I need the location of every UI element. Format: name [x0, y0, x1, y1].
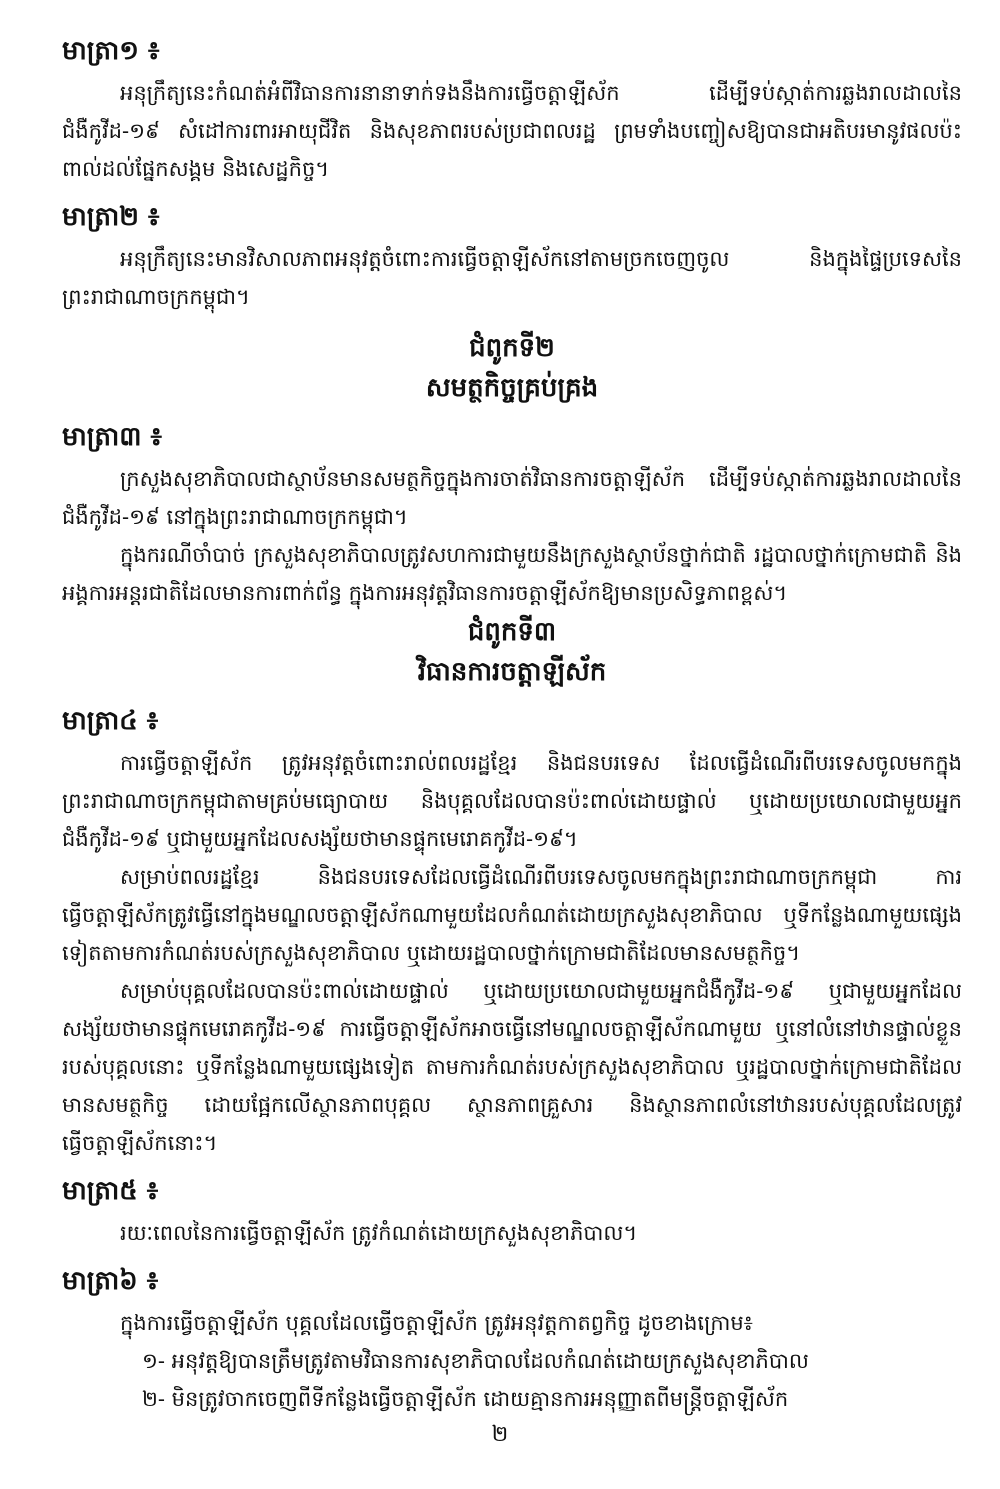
article-5: [62, 1174, 962, 1252]
article-1-paragraph-1: អនុក្រឹត្យនេះកំណត់អំពីវិធានការនានាទាក់ទងនឹងការធ្វើចត្តាឡីស័ក ដើម្បីទប់ស្កាត់ការឆ្លងរាលដាលនៃជំងឺកូវីដ-១៩ សំដៅការពារអាយុជីវិត និងសុខភាពរបស់ប្រជាពលរដ្ឋ ព្រមទាំងបញ្ចៀសឱ្យបានជាអតិបរមានូវផលប៉ះពាល់ដល់ផ្នែកសង្គម និងសេដ្ឋកិច្ច។: [62, 81, 962, 181]
article-4-paragraph-3: សម្រាប់បុគ្គលដែលបានប៉ះពាល់ដោយផ្ទាល់ ឬដោយប្រយោលជាមួយអ្នកជំងឺកូវីដ-១៩ ឬជាមួយអ្នកដែលសង្ស័យថាមានផ្ទុកមេរោគកូវីដ-១៩ ការធ្វើចត្តាឡីស័កអាចធ្វើនៅមណ្ឌលចត្តាឡីស័កណាមួយ ឬនៅលំនៅឋានផ្ទាល់ខ្លួនរបស់បុគ្គលនោះ ឬទីកន្លែងណាមួយផ្សេងទៀត តាមការកំណត់របស់ក្រសួងសុខាភិបាល ឬរដ្ឋបាលថ្នាក់ក្រោមជាតិដែលមានសមត្ថកិច្ច ដោយផ្អែកលើស្ថានភាពបុគ្គល ស្ថានភាពគ្រួសារ និងស្ថានភាពលំនៅឋានរបស់បុគ្គលដែលត្រូវធ្វើចត្តាឡីស័កនោះ។: [62, 979, 962, 1155]
article-6-title: មាត្រា៦ ៖: [62, 1266, 159, 1296]
article-3-paragraph-2: ក្នុងករណីចាំបាច់ ក្រសួងសុខាភិបាលត្រូវសហការជាមួយនឹងក្រសួងស្ថាប័នថ្នាក់ជាតិ រដ្ឋបាលថ្នាក់ក្រោមជាតិ និងអង្គការអន្តរជាតិដែលមានការពាក់ព័ន្ធ ក្នុងការអនុវត្តវិធានការចត្តាឡីស័កឱ្យមានប្រសិទ្ធភាពខ្ពស់។: [62, 543, 962, 605]
article-6-list-item-2: ២- មិនត្រូវចាកចេញពីទីកន្លែងធ្វើចត្តាឡីស័ក ដោយគ្មានការអនុញ្ញាតពីមន្ត្រីចត្តាឡីស័ក: [142, 1387, 789, 1411]
article-5-paragraph-1: រយៈពេលនៃការធ្វើចត្តាឡីស័ក ត្រូវកំណត់ដោយក្រសួងសុខាភិបាល។: [120, 1221, 638, 1245]
article-2-title: មាត្រា២ ៖: [62, 202, 160, 232]
article-6-list-item-1: ១- អនុវត្តឱ្យបានត្រឹមត្រូវតាមវិធានការសុខាភិបាលដែលកំណត់ដោយក្រសួងសុខាភិបាល: [142, 1349, 809, 1373]
article-2-paragraph-1: អនុក្រឹត្យនេះមានវិសាលភាពអនុវត្តចំពោះការធ្វើចត្តាឡីស័កនៅតាមច្រកចេញចូល និងក្នុងផ្ទៃប្រទេសនៃព្រះរាជាណាចក្រកម្ពុជា។: [62, 247, 962, 309]
chapter-2-number: ជំពូកទី២: [469, 333, 555, 363]
article-5-title: មាត្រា៥ ៖: [62, 1176, 159, 1206]
chapter-3-title: វិធានការចត្តាឡីស័ក: [417, 657, 607, 687]
article-6-paragraph-1: ក្នុងការធ្វើចត្តាឡីស័ក បុគ្គលដែលធ្វើចត្តាឡីស័ក ត្រូវអនុវត្តកាតព្វកិច្ច ដូចខាងក្រោម៖: [120, 1311, 753, 1335]
article-1-title: មាត្រា១ ៖: [62, 36, 160, 66]
chapter-3-heading: [62, 612, 962, 692]
article-3-paragraph-1: ក្រសួងសុខាភិបាលជាស្ថាប័នមានសមត្ថកិច្ចក្នុងការចាត់វិធានការចត្តាឡីស័ក ដើម្បីទប់ស្កាត់ការឆ្លងរាលដាលនៃជំងឺកូវីដ-១៩ នៅក្នុងព្រះរាជាណាចក្រកម្ពុជា។: [62, 467, 962, 529]
article-3: [62, 420, 962, 612]
chapter-2-title: សមត្ថកិច្ចគ្រប់គ្រង: [425, 373, 599, 403]
article-4-paragraph-1: ការធ្វើចត្តាឡីស័ក ត្រូវអនុវត្តចំពោះរាល់ពលរដ្ឋខ្មែរ និងជនបរទេស ដែលធ្វើដំណើរពីបរទេសចូលមកក្នុងព្រះរាជាណាចក្រកម្ពុជាតាមគ្រប់មធ្យោបាយ និងបុគ្គលដែលបានប៉ះពាល់ដោយផ្ទាល់ ឬដោយប្រយោលជាមួយអ្នកជំងឺកូវីដ-១៩ ឬជាមួយអ្នកដែលសង្ស័យថាមានផ្ទុកមេរោគកូវីដ-១៩។: [62, 751, 962, 851]
article-6: [62, 1264, 962, 1418]
article-1: [62, 34, 962, 188]
article-4-paragraph-2: សម្រាប់ពលរដ្ឋខ្មែរ និងជនបរទេសដែលធ្វើដំណើរពីបរទេសចូលមកក្នុងព្រះរាជាណាចក្រកម្ពុជា ការធ្វើចត្តាឡីស័កត្រូវធ្វើនៅក្នុងមណ្ឌលចត្តាឡីស័កណាមួយដែលកំណត់ដោយក្រសួងសុខាភិបាល ឬទីកន្លែងណាមួយផ្សេងទៀតតាមការកំណត់របស់ក្រសួងសុខាភិបាល ឬដោយរដ្ឋបាលថ្នាក់ក្រោមជាតិដែលមានសមត្ថកិច្ច។: [62, 865, 962, 965]
article-2: [62, 200, 962, 316]
article-4-title: មាត្រា៤ ៖: [62, 706, 159, 736]
page-number: ២: [491, 1422, 509, 1447]
chapter-2-heading: [62, 328, 962, 408]
article-4: [62, 704, 962, 1162]
chapter-3-number: ជំពូកទី៣: [467, 617, 557, 647]
article-3-title: មាត្រា៣ ៖: [62, 422, 162, 452]
